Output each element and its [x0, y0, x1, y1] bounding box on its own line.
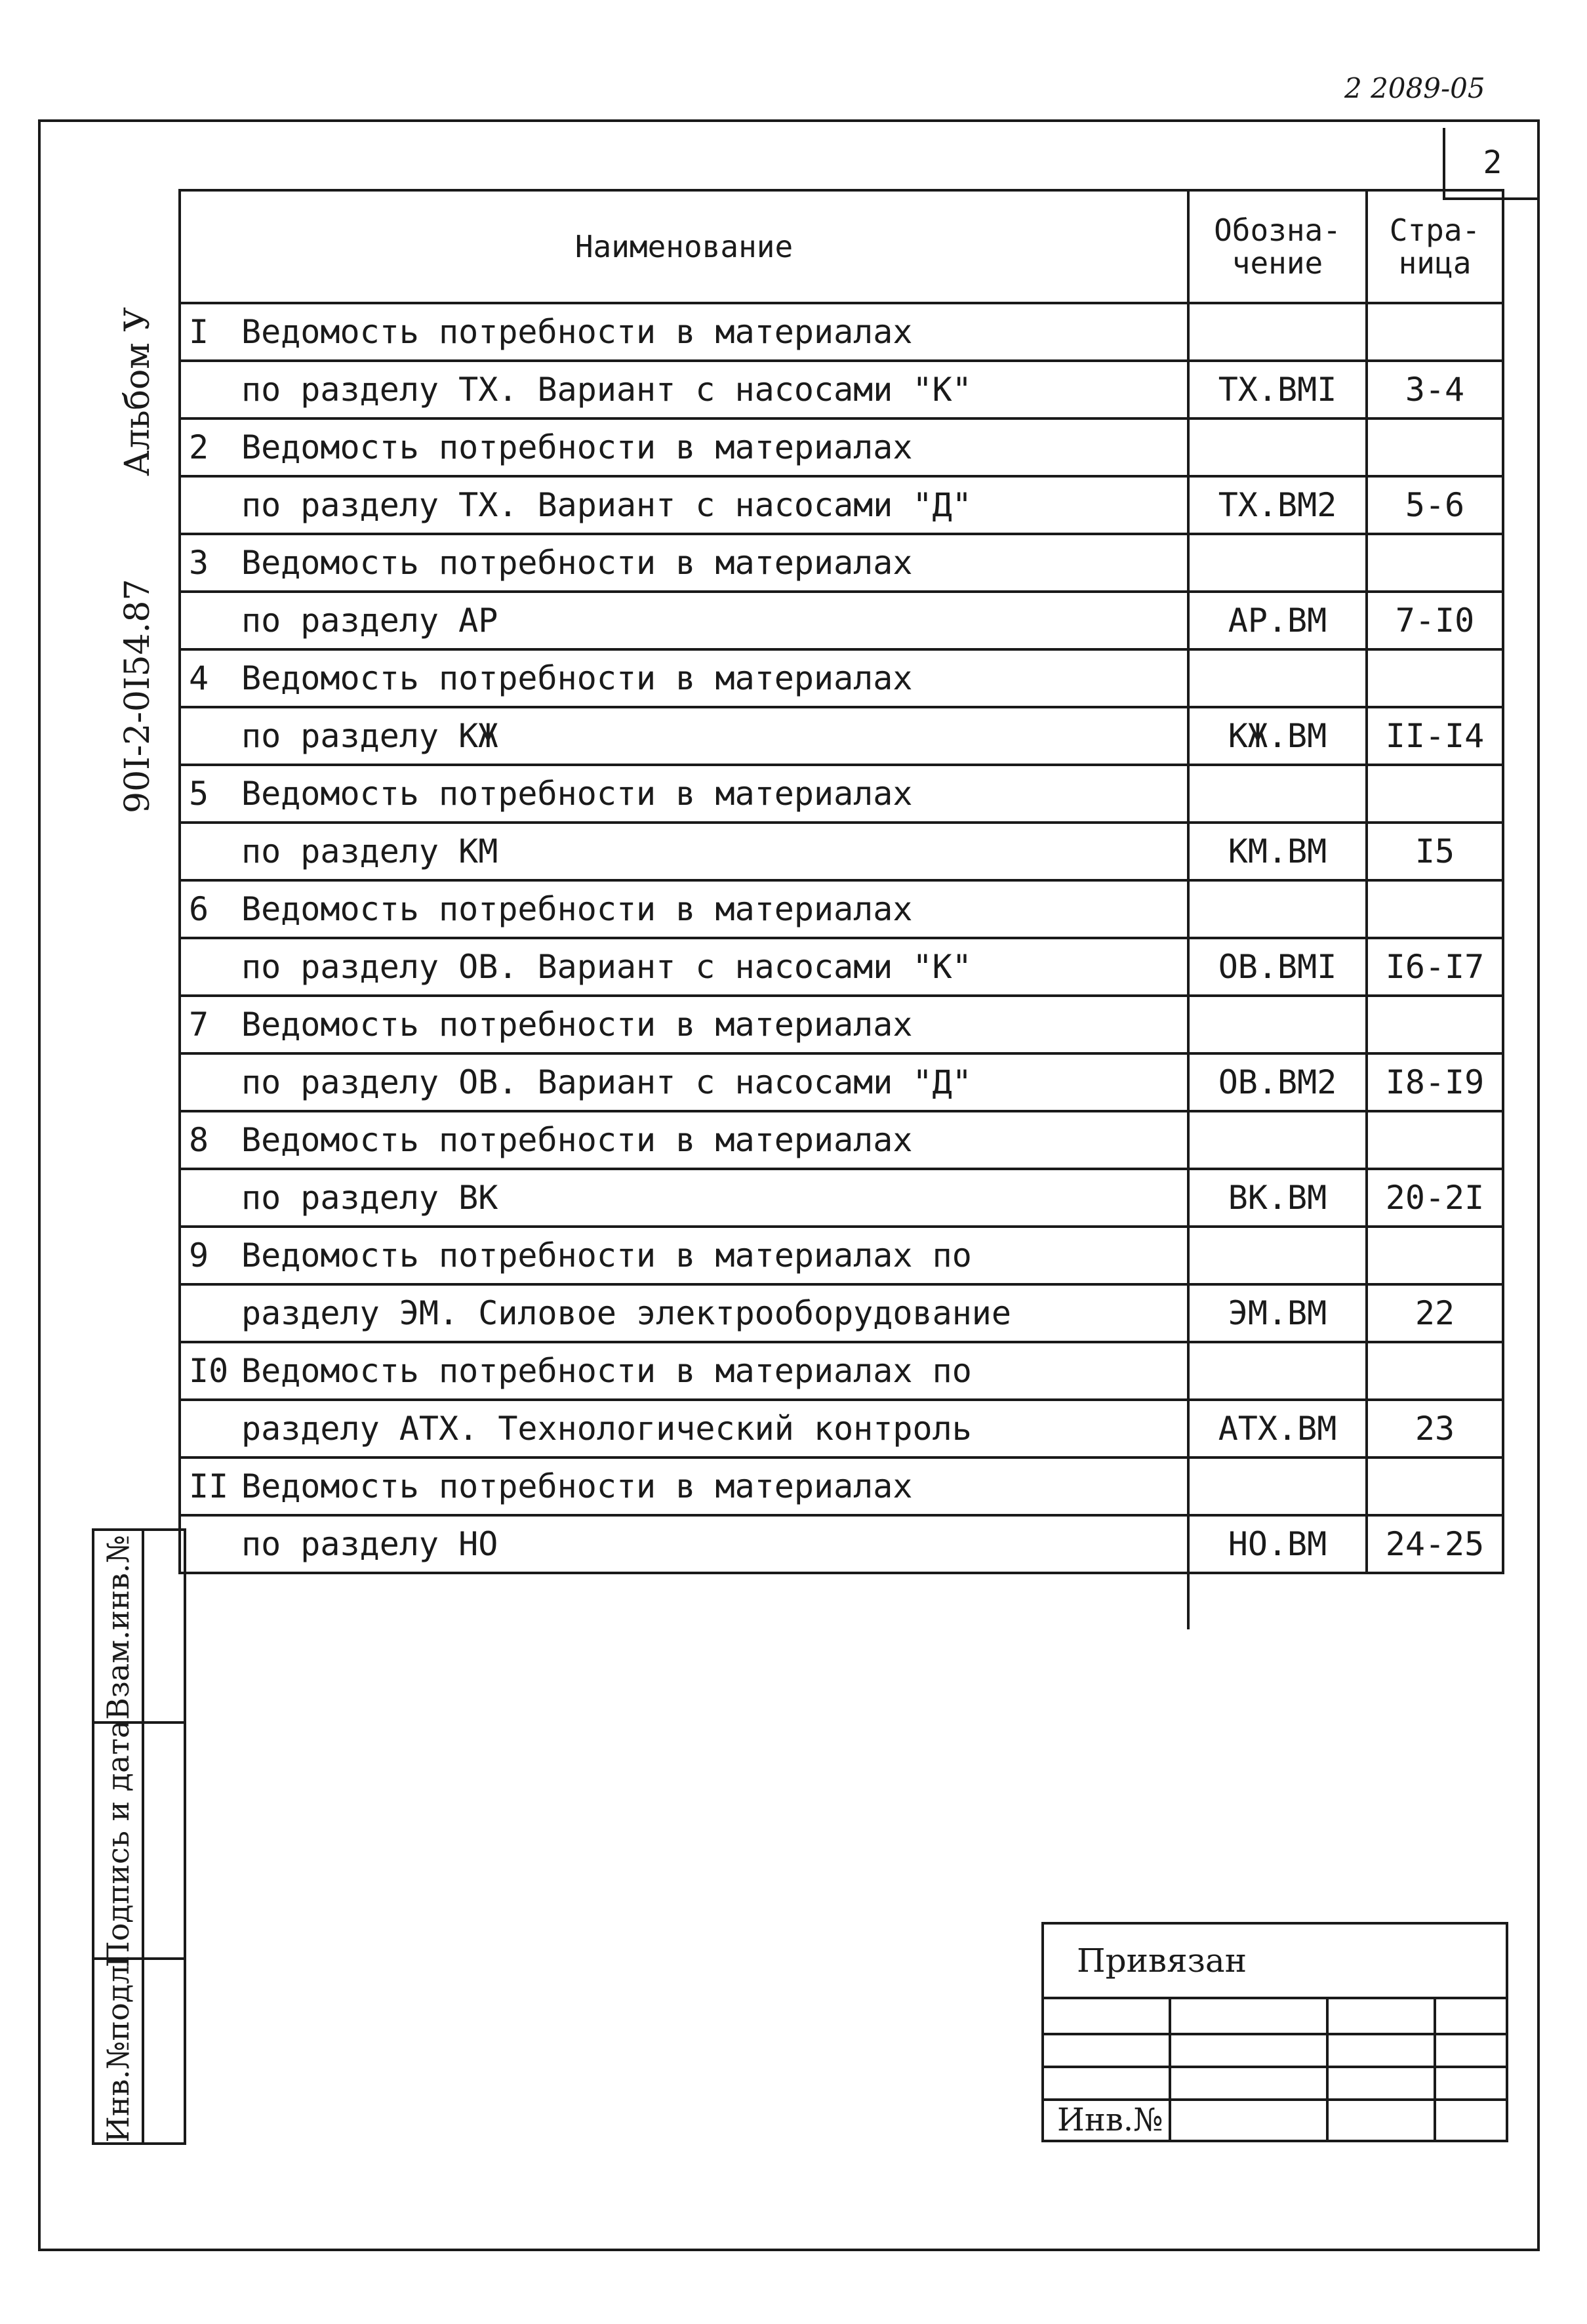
table-row: [180, 1111, 1503, 1169]
row-line2: по разделу ВК: [241, 1179, 498, 1217]
row-line2: по разделу ТХ. Вариант с насосами "К": [241, 371, 972, 409]
title-block-inv: Инв.№: [1057, 2102, 1163, 2138]
row-line2: по разделу ТХ. Вариант с насосами "Д": [241, 486, 972, 524]
stamp-divider: [142, 1531, 144, 2142]
row-line1: Ведомость потребности в материалах по: [241, 1352, 972, 1390]
row-line1: Ведомость потребности в материалах: [241, 1006, 913, 1044]
row-code: КЖ.ВМ: [1188, 707, 1367, 765]
title-block-col: [1169, 1997, 1171, 2140]
row-line1: Ведомость потребности в материалах: [241, 428, 913, 466]
header-name: Наименование: [180, 190, 1188, 303]
table-row: [180, 1400, 1503, 1458]
row-number: I0: [189, 1352, 229, 1390]
row-title: [180, 534, 1188, 592]
table-row: [180, 996, 1503, 1053]
row-title: [180, 1227, 1188, 1284]
row-code-empty: [1188, 996, 1367, 1053]
row-code: АР.ВМ: [1188, 592, 1367, 649]
row-detail: [180, 476, 1188, 534]
row-pages: 5-6: [1367, 476, 1503, 534]
stamp-inv-podl: Инв.№подл: [100, 1965, 136, 2143]
row-code: ЭМ.ВМ: [1188, 1284, 1367, 1342]
table-row: [180, 1458, 1503, 1515]
row-number: 2: [189, 428, 209, 466]
side-caption: [118, 157, 157, 813]
row-code: ОВ.ВМ2: [1188, 1053, 1367, 1111]
table-row: [180, 1515, 1503, 1573]
table-row: [180, 1169, 1503, 1227]
row-page-empty: [1367, 1458, 1503, 1515]
table-row: [180, 418, 1503, 476]
title-block-line: [1044, 2033, 1506, 2035]
table-row: [180, 823, 1503, 880]
row-number: 6: [189, 890, 209, 928]
row-detail: [180, 823, 1188, 880]
table-row: [180, 1284, 1503, 1342]
table-row: [180, 649, 1503, 707]
doc-code: 90I-2-0I54.87: [118, 579, 157, 813]
row-code-empty: [1188, 1458, 1367, 1515]
table-row: [180, 476, 1503, 534]
row-number: 7: [189, 1006, 209, 1044]
row-line1: Ведомость потребности в материалах: [241, 1121, 913, 1159]
row-code-empty: [1188, 880, 1367, 938]
row-number: 8: [189, 1121, 209, 1159]
table-row: [180, 1053, 1503, 1111]
row-pages: I6-I7: [1367, 938, 1503, 996]
row-page-empty: [1367, 534, 1503, 592]
row-pages: 23: [1367, 1400, 1503, 1458]
title-block: [1041, 1922, 1508, 2142]
row-pages: II-I4: [1367, 707, 1503, 765]
row-detail: [180, 1053, 1188, 1111]
table-filler: [180, 1573, 1503, 1629]
row-title: [180, 303, 1188, 361]
row-detail: [180, 361, 1188, 418]
table-row: [180, 938, 1503, 996]
table-row: [180, 592, 1503, 649]
row-number: II: [189, 1467, 229, 1505]
table-header-row: [180, 190, 1503, 303]
row-line1: Ведомость потребности в материалах по: [241, 1236, 972, 1274]
row-code: ТХ.ВМI: [1188, 361, 1367, 418]
row-line1: Ведомость потребности в материалах: [241, 313, 913, 351]
row-line1: Ведомость потребности в материалах: [241, 1467, 913, 1505]
row-code-empty: [1188, 1111, 1367, 1169]
row-page-empty: [1367, 649, 1503, 707]
row-page-empty: [1367, 1342, 1503, 1400]
title-block-line: [1044, 1997, 1506, 1999]
row-line2: разделу ЭМ. Силовое электрооборудование: [241, 1294, 1011, 1332]
row-detail: [180, 1400, 1188, 1458]
row-code: ОВ.ВМI: [1188, 938, 1367, 996]
row-page-empty: [1367, 1227, 1503, 1284]
row-line2: по разделу КМ: [241, 832, 498, 870]
archive-number: 2 2089-05: [1344, 72, 1485, 104]
row-title: [180, 418, 1188, 476]
table-row: [180, 361, 1503, 418]
row-detail: [180, 938, 1188, 996]
header-code: Обозна- чение: [1188, 190, 1367, 303]
row-line2: по разделу ОВ. Вариант с насосами "Д": [241, 1063, 972, 1101]
row-code-empty: [1188, 1342, 1367, 1400]
row-code-empty: [1188, 1227, 1367, 1284]
row-line1: Ведомость потребности в материалах: [241, 659, 913, 697]
row-line1: Ведомость потребности в материалах: [241, 775, 913, 813]
row-code-empty: [1188, 303, 1367, 361]
table-row: [180, 765, 1503, 823]
row-line2: по разделу ОВ. Вариант с насосами "К": [241, 948, 972, 986]
row-pages: 7-I0: [1367, 592, 1503, 649]
row-line1: Ведомость потребности в материалах: [241, 544, 913, 582]
row-number: I: [189, 313, 209, 351]
row-code-empty: [1188, 649, 1367, 707]
row-title: [180, 649, 1188, 707]
title-block-col: [1326, 1997, 1329, 2140]
table-row: [180, 1227, 1503, 1284]
row-title: [180, 1342, 1188, 1400]
row-code: АТХ.ВМ: [1188, 1400, 1367, 1458]
table-row: [180, 534, 1503, 592]
contents-table: [178, 189, 1502, 1566]
row-pages: I5: [1367, 823, 1503, 880]
stamp-vzam-inv: Взам.инв.№: [100, 1534, 136, 1721]
row-page-empty: [1367, 1111, 1503, 1169]
row-page-empty: [1367, 996, 1503, 1053]
row-line2: по разделу КЖ: [241, 717, 498, 755]
row-detail: [180, 1515, 1188, 1573]
row-pages: 3-4: [1367, 361, 1503, 418]
row-pages: 24-25: [1367, 1515, 1503, 1573]
header-page: Стра- ница: [1367, 190, 1503, 303]
row-title: [180, 1111, 1188, 1169]
approval-stamp: [92, 1528, 186, 2145]
row-page-empty: [1367, 418, 1503, 476]
title-block-col: [1434, 1997, 1436, 2140]
row-pages: 20-2I: [1367, 1169, 1503, 1227]
row-page-empty: [1367, 880, 1503, 938]
row-code: НО.ВМ: [1188, 1515, 1367, 1573]
row-title: [180, 1458, 1188, 1515]
row-line2: разделу АТХ. Технологический контроль: [241, 1410, 972, 1448]
row-code: КМ.ВМ: [1188, 823, 1367, 880]
album-label: Альбом У: [118, 307, 157, 477]
table-body: [180, 303, 1503, 1629]
row-number: 9: [189, 1236, 209, 1274]
stamp-sign-date: Подпись и дата: [100, 1720, 136, 1968]
table-row: [180, 880, 1503, 938]
row-detail: [180, 592, 1188, 649]
row-title: [180, 996, 1188, 1053]
row-page-empty: [1367, 765, 1503, 823]
row-detail: [180, 1169, 1188, 1227]
row-pages: 22: [1367, 1284, 1503, 1342]
row-code-empty: [1188, 418, 1367, 476]
row-number: 4: [189, 659, 209, 697]
row-line2: по разделу НО: [241, 1525, 498, 1563]
table-row: [180, 303, 1503, 361]
page-number: 2: [1443, 128, 1540, 200]
title-block-line: [1044, 2098, 1506, 2101]
row-detail: [180, 707, 1188, 765]
row-code: ТХ.ВМ2: [1188, 476, 1367, 534]
row-title: [180, 765, 1188, 823]
row-detail: [180, 1284, 1188, 1342]
row-number: 5: [189, 775, 209, 813]
table-row: [180, 1342, 1503, 1400]
title-block-line: [1044, 2066, 1506, 2068]
row-number: 3: [189, 544, 209, 582]
row-code-empty: [1188, 534, 1367, 592]
row-code: ВК.ВМ: [1188, 1169, 1367, 1227]
row-pages: I8-I9: [1367, 1053, 1503, 1111]
row-line2: по разделу АР: [241, 601, 498, 640]
row-code-empty: [1188, 765, 1367, 823]
row-page-empty: [1367, 303, 1503, 361]
row-title: [180, 880, 1188, 938]
row-line1: Ведомость потребности в материалах: [241, 890, 913, 928]
table-row: [180, 707, 1503, 765]
title-block-title: Привязан: [1077, 1942, 1247, 1980]
